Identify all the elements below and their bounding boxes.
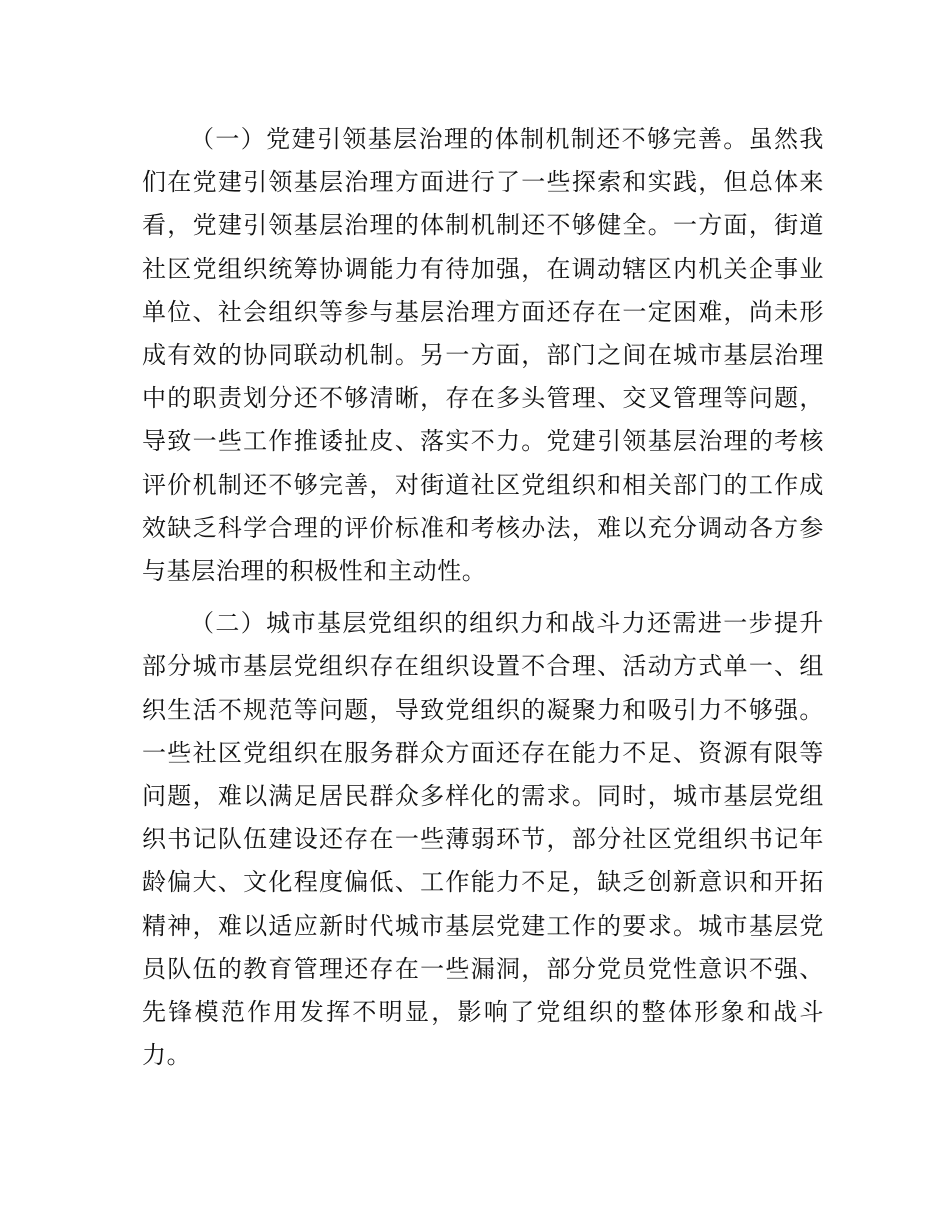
document-body — [142, 118, 824, 1077]
paragraph-1: （一）党建引领基层治理的体制机制还不够完善。虽然我们在党建引领基层治理方面进行了一些探索和实践，但总体来看，党建引领基层治理的体制机制还不够健全。一方面，街道社区党组织统筹协调能力有待加强，在调动辖区内机关企事业单位、社会组织等参与基层治理方面还存在一定困难，尚未形成有效的协同联动机制。另一方面，部门之间在城市基层治理中的职责划分还不够清晰，存在多头管理、交叉管理等问题，导致一些工作推诿扯皮、落实不力。党建引领基层治理的考核评价机制还不够完善，对街道社区党组织和相关部门的工作成效缺乏科学合理的评价标准和考核办法，难以充分调动各方参与基层治理的积极性和主动性。 — [142, 125, 824, 586]
paragraph-2: （二）城市基层党组织的组织力和战斗力还需进一步提升部分城市基层党组织存在组织设置不合理、活动方式单一、组织生活不规范等问题，导致党组织的凝聚力和吸引力不够强。一些社区党组织在服务群众方面还存在能力不足、资源有限等问题，难以满足居民群众多样化的需求。同时，城市基层党组织书记队伍建设还存在一些薄弱环节，部分社区党组织书记年龄偏大、文化程度偏低、工作能力不足，缺乏创新意识和开拓精神，难以适应新时代城市基层党建工作的要求。城市基层党员队伍的教育管理还存在一些漏洞，部分党员党性意识不强、先锋模范作用发挥不明显，影响了党组织的整体形象和战斗力。 — [142, 609, 824, 1070]
